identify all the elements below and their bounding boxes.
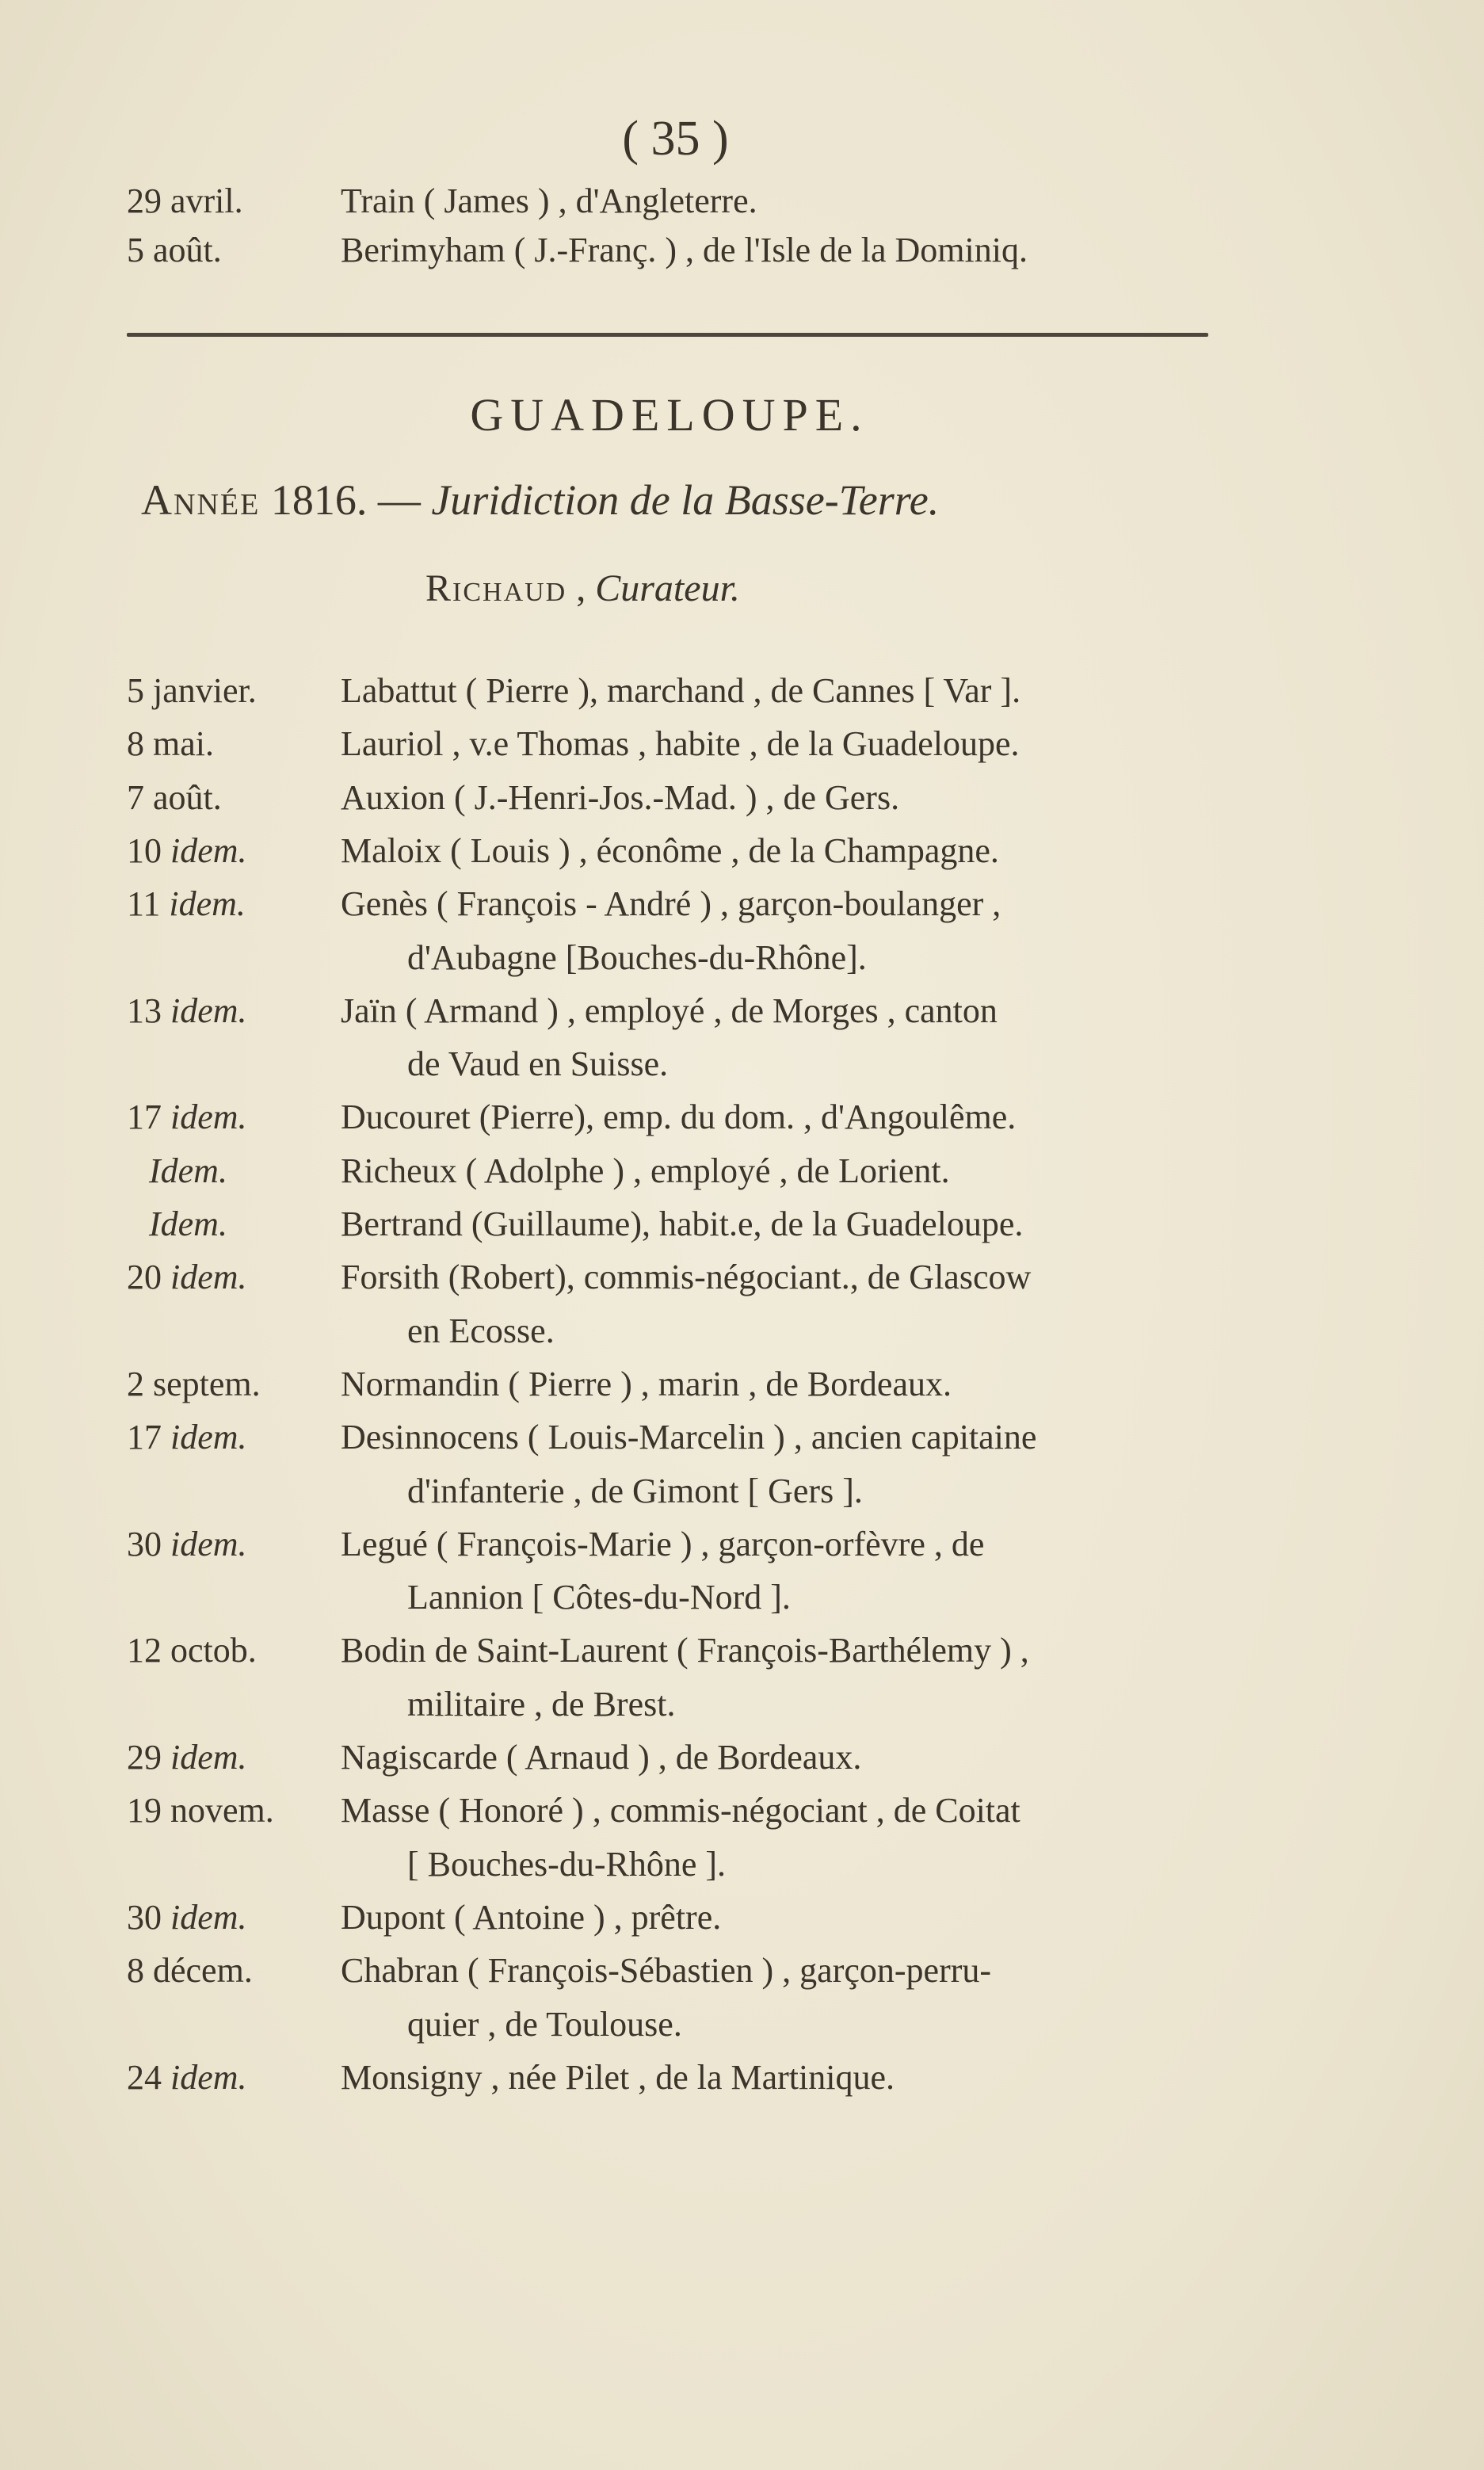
list-item: [127, 1359, 1252, 1410]
entry-date: [127, 1412, 341, 1463]
entry-text: Auxion ( J.-Henri-Jos.-Mad. ) , de Gers.: [341, 777, 900, 817]
entry-date: [127, 1146, 341, 1197]
entry-text: Normandin ( Pierre ) , marin , de Bordeaux.: [341, 1364, 952, 1403]
entry-month: idem.: [170, 1738, 247, 1777]
entry-day: 20: [127, 1258, 162, 1297]
entry-text: Forsith (Robert), commis-négociant., de Glascow: [341, 1258, 1032, 1297]
entry-day: 19: [127, 1791, 162, 1831]
list-item: [127, 719, 1252, 769]
entry-date: [127, 1945, 341, 1996]
entry-text: Train ( James ) , d'Angleterre.: [341, 181, 757, 220]
entry-text: Bertrand (Guillaume), habit.e, de la Guadeloupe.: [341, 1204, 1024, 1243]
curator-sep: ,: [576, 567, 586, 609]
entry-month: Idem.: [149, 1151, 227, 1190]
section-divider: [127, 333, 1208, 337]
entry-day: 5: [127, 231, 144, 269]
entry-month: idem.: [170, 1524, 247, 1563]
entry-month: mai.: [153, 724, 214, 764]
list-item: [127, 1892, 1252, 1943]
entry-text: Nagiscarde ( Arnaud ) , de Bordeaux.: [341, 1738, 862, 1777]
list-item: [127, 1785, 1252, 1836]
entry-month: septem.: [153, 1364, 261, 1403]
entry-text: d'Aubagne [Bouches-du-Rhône].: [407, 937, 867, 977]
entry-text: Ducouret (Pierre), emp. du dom. , d'Angoulême.: [341, 1098, 1017, 1137]
list-item: [127, 1252, 1252, 1303]
entry-text: Lauriol , v.e Thomas , habite , de la Guadeloupe.: [341, 724, 1020, 764]
entry-text: Maloix ( Louis ) , éconôme , de la Champagne.: [341, 830, 999, 870]
entry-date: [127, 1359, 341, 1410]
entry-text: de Vaud en Suisse.: [407, 1044, 669, 1084]
entry-day: 30: [127, 1524, 162, 1563]
entry-text: Labattut ( Pierre ), marchand , de Cannes [ Var ].: [341, 671, 1021, 710]
entry-month: idem.: [170, 991, 247, 1030]
entry-day: 30: [127, 1897, 162, 1937]
entry-text: d'infanterie , de Gimont [ Gers ].: [407, 1471, 863, 1510]
entry-text: Bodin de Saint-Laurent ( François-Barthélemy ) ,: [341, 1631, 1029, 1670]
list-item: [127, 1519, 1252, 1570]
entry-date: [127, 1892, 341, 1943]
year-heading: [141, 475, 939, 525]
entry-text: Monsigny , née Pilet , de la Martinique.: [341, 2057, 895, 2097]
list-item-continuation: [127, 1306, 1252, 1357]
entry-text: Richeux ( Adolphe ) , employé , de Lorient.: [341, 1151, 950, 1190]
entry-month: novem.: [170, 1791, 274, 1831]
entry-text: Lannion [ Côtes-du-Nord ].: [407, 1578, 791, 1617]
list-item: [127, 1945, 1252, 1996]
entry-date: [127, 666, 341, 716]
entry-day: 2: [127, 1364, 144, 1403]
list-item: [127, 1412, 1252, 1463]
entry-text: Desinnocens ( Louis-Marcelin ) , ancien capitaine: [341, 1418, 1037, 1457]
entry-text: Jaïn ( Armand ) , employé , de Morges , canton: [341, 991, 998, 1030]
entry-day: 13: [127, 991, 162, 1030]
list-item: [127, 666, 1252, 716]
entry-date: [127, 2052, 341, 2103]
list-item: [127, 879, 1252, 930]
entry-month: décem.: [153, 1951, 253, 1991]
year-value: 1816.: [270, 476, 368, 524]
list-item: [127, 826, 1252, 876]
list-item: [127, 2052, 1252, 2103]
entry-day: 8: [127, 1951, 144, 1991]
entry-date: [127, 1199, 341, 1250]
entry-month: idem.: [170, 1258, 247, 1297]
entry-date: [127, 986, 341, 1036]
entry-date: [127, 176, 341, 227]
list-item-continuation: [127, 1039, 1252, 1090]
entry-day: 24: [127, 2057, 162, 2097]
entry-date: [127, 1732, 341, 1783]
entry-text: Berimyham ( J.-Franç. ) , de l'Isle de la Dominiq.: [341, 231, 1028, 269]
list-item: [127, 176, 1252, 227]
entry-text: Masse ( Honoré ) , commis-négociant , de Coitat: [341, 1791, 1020, 1831]
entry-date: [127, 1625, 341, 1676]
entry-text: en Ecosse.: [407, 1311, 555, 1350]
list-item: [127, 773, 1252, 823]
page-number: ( 35 ): [622, 112, 729, 166]
section-title: GUADELOUPE.: [470, 389, 869, 441]
entry-date: [127, 1252, 341, 1303]
entry-date: [127, 225, 341, 276]
list-item-continuation: [127, 1466, 1252, 1517]
entry-day: 17: [127, 1098, 162, 1137]
entry-month: octob.: [170, 1631, 257, 1670]
entry-month: idem.: [170, 1418, 247, 1457]
entry-month: idem.: [170, 1897, 247, 1937]
entry-day: 17: [127, 1418, 162, 1457]
entry-text: militaire , de Brest.: [407, 1684, 676, 1724]
entry-month: avril.: [170, 181, 243, 220]
entry-month: idem.: [170, 830, 247, 870]
entry-date: [127, 879, 341, 930]
entry-month: août.: [153, 231, 222, 269]
entry-date: [127, 773, 341, 823]
list-item-continuation: [127, 1839, 1252, 1890]
curator-heading: [425, 567, 740, 610]
entry-date: [127, 1092, 341, 1143]
entry-month: idem.: [169, 884, 246, 924]
entry-month: janvier.: [153, 671, 257, 710]
entry-text: Legué ( François-Marie ) , garçon-orfèvre , de: [341, 1524, 985, 1563]
jurisdiction: Juridiction de la Basse-Terre.: [431, 476, 940, 524]
entry-day: 5: [127, 671, 144, 710]
entry-month: idem.: [170, 2057, 247, 2097]
list-item-continuation: [127, 1679, 1252, 1730]
list-item-continuation: [127, 1999, 1252, 2050]
list-item: [127, 225, 1252, 276]
entry-day: 7: [127, 777, 144, 817]
entry-date: [127, 1785, 341, 1836]
entry-day: 12: [127, 1631, 162, 1670]
entry-month: août.: [153, 777, 222, 817]
list-item-continuation: [127, 933, 1252, 983]
entry-text: Genès ( François - André ) , garçon-boulanger ,: [341, 884, 1001, 924]
entry-month: Idem.: [149, 1204, 227, 1243]
entry-text: Dupont ( Antoine ) , prêtre.: [341, 1897, 722, 1937]
entry-day: 29: [127, 1738, 162, 1777]
entry-day: 29: [127, 181, 162, 220]
curator-role: Curateur.: [595, 567, 740, 609]
entry-date: [127, 826, 341, 876]
list-item: [127, 1625, 1252, 1676]
entry-date: [127, 719, 341, 769]
entry-month: idem.: [170, 1098, 247, 1137]
list-item: [127, 1199, 1252, 1250]
entry-date: [127, 1519, 341, 1570]
list-item: [127, 1092, 1252, 1143]
entry-text: [ Bouches-du-Rhône ].: [407, 1844, 727, 1884]
entry-text: Chabran ( François-Sébastien ) , garçon-perru-: [341, 1951, 992, 1991]
entry-day: 10: [127, 830, 162, 870]
year-label: Année: [141, 476, 261, 524]
list-item: [127, 986, 1252, 1036]
entry-text: quier , de Toulouse.: [407, 2004, 682, 2044]
curator-name: Richaud: [425, 567, 567, 609]
list-item: [127, 1732, 1252, 1783]
list-item: [127, 1146, 1252, 1197]
year-dash: —: [377, 476, 421, 524]
list-item-continuation: [127, 1572, 1252, 1623]
entry-day: 11: [127, 884, 161, 924]
entry-day: 8: [127, 724, 144, 764]
